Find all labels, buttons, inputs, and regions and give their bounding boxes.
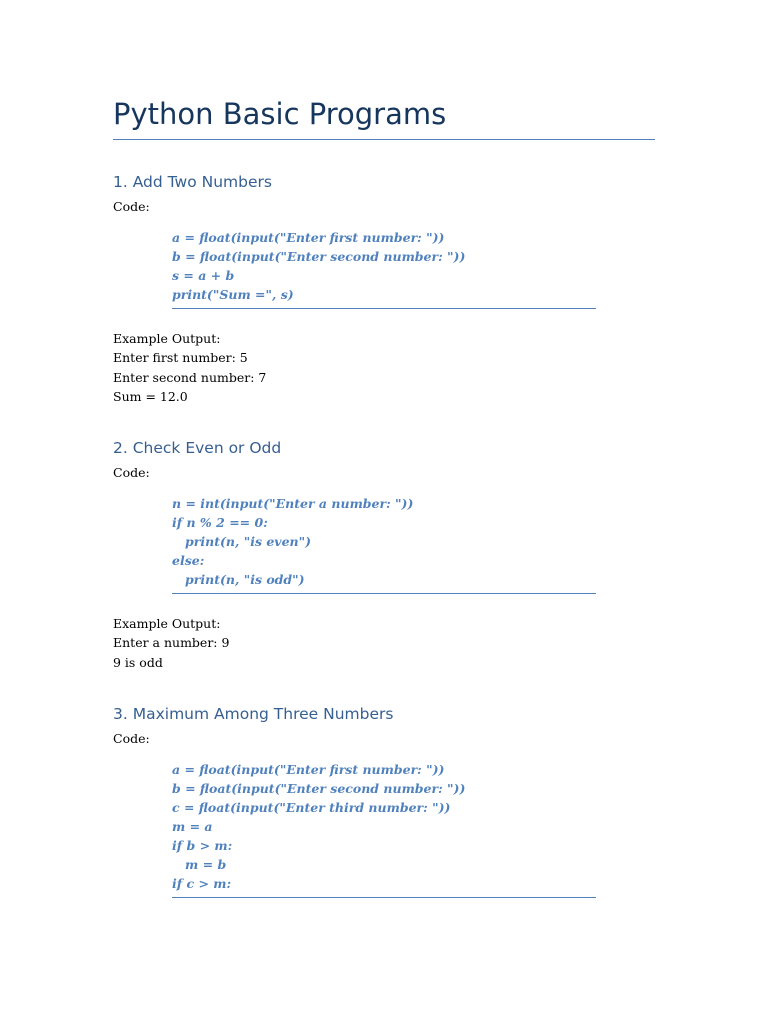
output-line: Sum = 12.0: [113, 388, 188, 404]
code-line: else:: [172, 553, 205, 568]
code-block: [172, 760, 596, 898]
section-heading: 1. Add Two Numbers: [113, 173, 272, 191]
code-block: [172, 228, 596, 309]
title-divider: [113, 139, 655, 140]
section-maximum-three-numbers: [113, 704, 655, 898]
section-heading: 2. Check Even or Odd: [113, 439, 282, 457]
code-line: n = int(input("Enter a number: ")): [172, 496, 414, 511]
output-line: Enter a number: 9: [113, 635, 230, 651]
code-line: m = a: [172, 819, 213, 834]
section-heading: 3. Maximum Among Three Numbers: [113, 705, 394, 723]
code-line: c = float(input("Enter third number: ")): [172, 800, 451, 815]
code-line: if c > m:: [172, 876, 232, 891]
code-line: b = float(input("Enter second number: ")): [172, 249, 466, 264]
code-line: if b > m:: [172, 838, 233, 853]
code-line: print("Sum =", s): [172, 287, 294, 302]
output-line: Enter first number: 5: [113, 350, 248, 366]
output-label: Example Output:: [113, 616, 221, 631]
output-line: 9 is odd: [113, 654, 163, 670]
code-label: Code:: [113, 731, 150, 746]
section-add-two-numbers: [113, 172, 655, 406]
code-line: a = float(input("Enter first number: ")): [172, 762, 445, 777]
example-output: [113, 614, 655, 672]
output-line: Enter second number: 7: [113, 369, 267, 385]
code-line: m = b: [172, 857, 227, 872]
code-line: print(n, "is even"): [172, 534, 312, 549]
code-line: if n % 2 == 0:: [172, 515, 268, 530]
page-title: Python Basic Programs: [113, 97, 447, 131]
output-label: Example Output:: [113, 331, 221, 346]
code-line: s = a + b: [172, 268, 235, 283]
code-label: Code:: [113, 465, 150, 480]
code-line: b = float(input("Enter second number: ")): [172, 781, 466, 796]
code-block: [172, 494, 596, 594]
section-check-even-odd: [113, 438, 655, 672]
code-line: a = float(input("Enter first number: ")): [172, 230, 445, 245]
code-line: print(n, "is odd"): [172, 572, 305, 587]
example-output: [113, 329, 655, 406]
code-label: Code:: [113, 199, 150, 214]
